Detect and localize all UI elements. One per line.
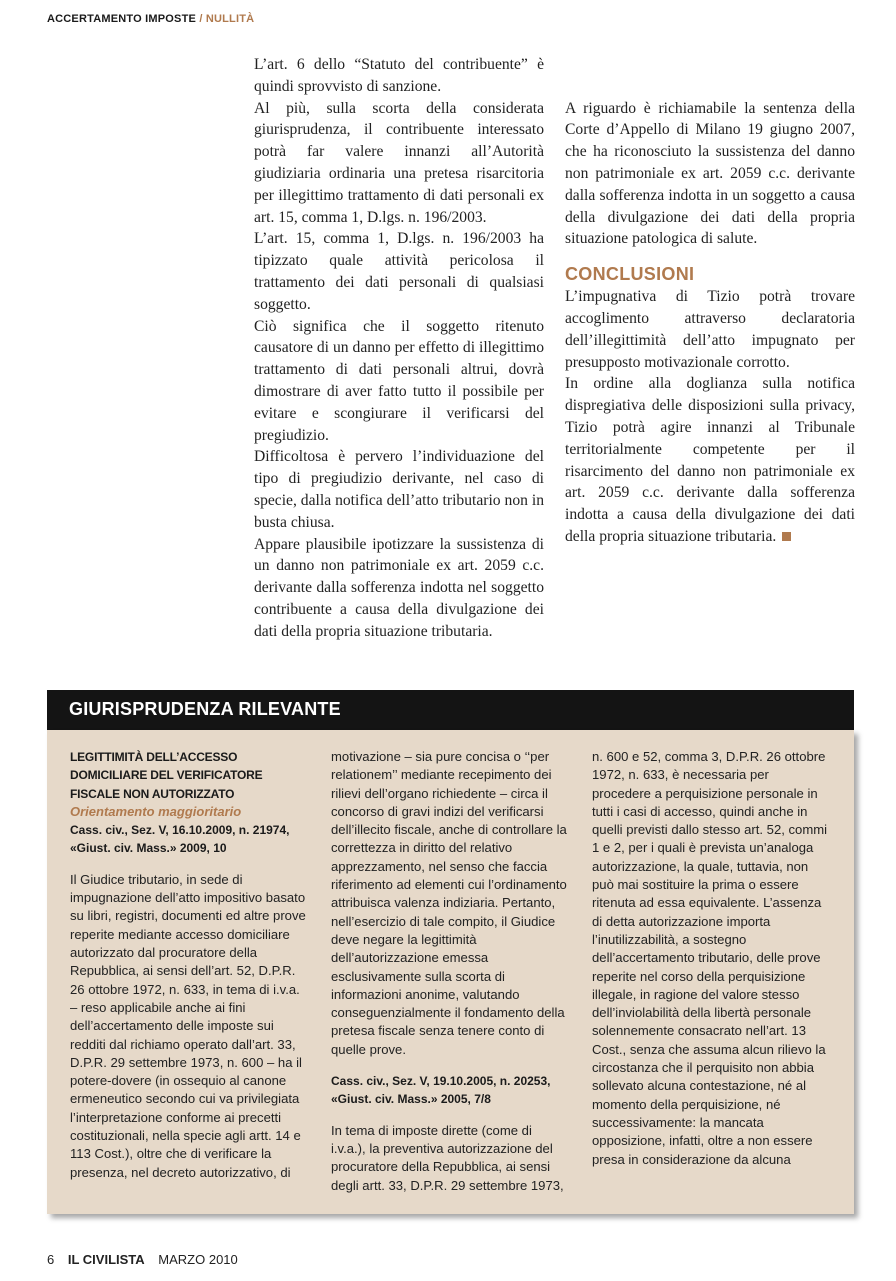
- page-number: 6: [47, 1252, 55, 1267]
- ruling-text: In tema di imposte dirette (come di i.v.a.), la preventiva autorizzazione del procuratore della Repubblica, ai sensi degli artt. 33, D.P.R. 29 settembre 1973, n. 600 e 52, comma 3, D.P.R. 26 ottobre 1972, n. 633, è necessaria per procedere a perquisizione personale in tutti i casi di accesso, quindi anche in quelli previsti dallo stesso art. 52, commi 1 e 2, per i quali è prevista un’analoga autorizzazione, la quale, tuttavia, non può mai sostituire la prima o essere ritenuta ad essa equivalente. L’assenza di detta autorizzazione importa l’inutilizzabilità, a sostegno dell’accertamento tributario, delle prove reperite nel corso della perquisizione illegale, in ragione del valore stesso dell’inviolabilità della libertà personale solennemente consacrato nell’art. 13 Cost., senza che assuma alcun rilievo la circostanza che il perquisito non abbia sollevato alcuna contestazione, né al momento della perquisizione, né successivamente: la mancata opposizione, infatti, oltre a non essere presa in considerazione da alcuna: [331, 749, 828, 1193]
- paragraph: Al più, sulla scorta della considerata giurisprudenza, il contribuente interessato potrà far valere innanzi all’Autorità giudiziaria ordinaria una pretesa risarcitoria per illegittimo trattamento di dati personali ex art. 15, comma 1, D.lgs. n. 196/2003.: [254, 99, 544, 226]
- section-title: ACCERTAMENTO IMPOSTE: [47, 13, 197, 25]
- running-head: [47, 13, 254, 25]
- page-footer: [47, 1252, 238, 1267]
- citation: Cass. civ., Sez. V, 16.10.2009, n. 21974, «Giust. civ. Mass.» 2009, 10: [70, 823, 290, 856]
- paragraph: A riguardo è richiamabile la sentenza della Corte d’Appello di Milano 19 giugno 2007, che ha riconosciuto la sussistenza del danno non patrimoniale ex art. 2059 c.c. derivante dalla sofferenza indotta in un soggetto a causa della divulgazione dei dati della propria situazione patologica di salute.: [565, 99, 855, 248]
- case-title: LEGITTIMITÀ DELL’ACCESSO DOMICILIARE DEL VERIFICATORE FISCALE NON AUTORIZZATO: [70, 750, 263, 801]
- end-of-article-square-icon: [782, 532, 791, 541]
- paragraph: L’art. 6 dello “Statuto del contribuente” è quindi sprovvisto di sanzione.: [254, 56, 544, 95]
- article-column-left: [254, 54, 544, 643]
- paragraph: Appare plausibile ipotizzare la sussistenza di un danno non patrimoniale ex art. 2059 c.c. derivante dalla sofferenza indotta nel soggetto contribuente a causa della divulgazione dei dati della propria situazione tributaria.: [254, 535, 544, 640]
- column-continuation-space: [565, 54, 855, 98]
- paragraph: Difficoltosa è pervero l’individuazione del tipo di pregiudizio derivante, nel caso di specie, dalla notifica dell’atto tributario non in busta chiusa.: [254, 448, 544, 531]
- paragraph: Ciò significa che il soggetto ritenuto causatore di un danno per effetto di illegittimo trattamento di dati personali altrui, dovrà dimostrare di aver fatto tutto il possibile per evitare e scongiurare il verificarsi del pregiudizio.: [254, 317, 544, 444]
- paragraph-text: In ordine alla doglianza sulla notifica dispregiativa delle disposizioni sulla privacy, Tizio potrà agire innanzi al Tribunale territorialmente competente per il risarcimento del danno non patrimoniale ex art. 2059 c.c. derivante dalla sofferenza indotta a causa della divulgazione dei dati della propria situazione tributaria.: [565, 375, 855, 545]
- box-columns-flow: [70, 748, 830, 1198]
- section-separator: /: [199, 13, 203, 25]
- subsection-title: NULLITÀ: [205, 13, 255, 25]
- jurisprudence-box: [47, 730, 854, 1214]
- paragraph: [565, 373, 855, 547]
- magazine-name: IL CIVILISTA: [67, 1252, 145, 1267]
- orientation-label: Orientamento maggioritario: [70, 803, 242, 819]
- ruling-text: Il Giudice tributario, in sede di impugnazione dell’atto impositivo basato su libri, registri, documenti ed altre prove reperite mediante accesso domiciliare autorizzato dal procuratore della Repubblica, ai sensi dell’art. 52, D.P.R. 26 ottobre 1972, n. 633, in tema di i.v.a. – reso applicabile anche ai fini dell’accertamento delle imposte sui redditi dal richiamo operato dall’art. 33, D.P.R. 29 settembre 1973, n. 600 – ha il potere-dovere (in ossequio al canone ermeneutico secondo cui va privilegiata l’interpretazione conforme ai precetti costituzionali, nella specie agli artt. 14 e 113 Cost.), oltre che di verificare la presenza, nel decreto autorizzativo, di motivazione – sia pure concisa o ‘‘per relationem’’ mediante recepimento dei rilievi dell’organo richiedente – circa il concorso di gravi indizi del verificarsi dell’illecito fiscale, anche di controllare la correttezza in diritto del relativo apprezzamento, nel senso che faccia riferimento ad elementi cui l’ordinamento attribuisca valenza indiziaria. Pertanto, nell’esercizio di tale compito, il Giudice deve negare la legittimità dell’autorizzazione emessa esclusivamente sulla scorta di informazioni anonime, valutando conseguenzialmente il fondamento della pretesa fiscale senza tenere conto di quelle prove.: [70, 749, 567, 1180]
- conclusioni-heading: CONCLUSIONI: [565, 264, 695, 285]
- box-header: [47, 690, 854, 730]
- paragraph: L’impugnativa di Tizio potrà trovare accoglimento attraverso declaratoria dell’illegittimità dell’atto impugnato per presupposto motivazionale corrotto.: [565, 288, 855, 371]
- article-column-right: [565, 54, 855, 548]
- paragraph: L’art. 15, comma 1, D.lgs. n. 196/2003 ha tipizzato quale attività pericolosa il trattamento dei dati personali di qualsiasi soggetto.: [254, 230, 544, 313]
- citation: Cass. civ., Sez. V, 19.10.2005, n. 20253, «Giust. civ. Mass.» 2005, 7/8: [331, 1074, 551, 1107]
- issue-date: MARZO 2010: [158, 1252, 238, 1267]
- box-title: GIURISPRUDENZA RILEVANTE: [69, 699, 341, 719]
